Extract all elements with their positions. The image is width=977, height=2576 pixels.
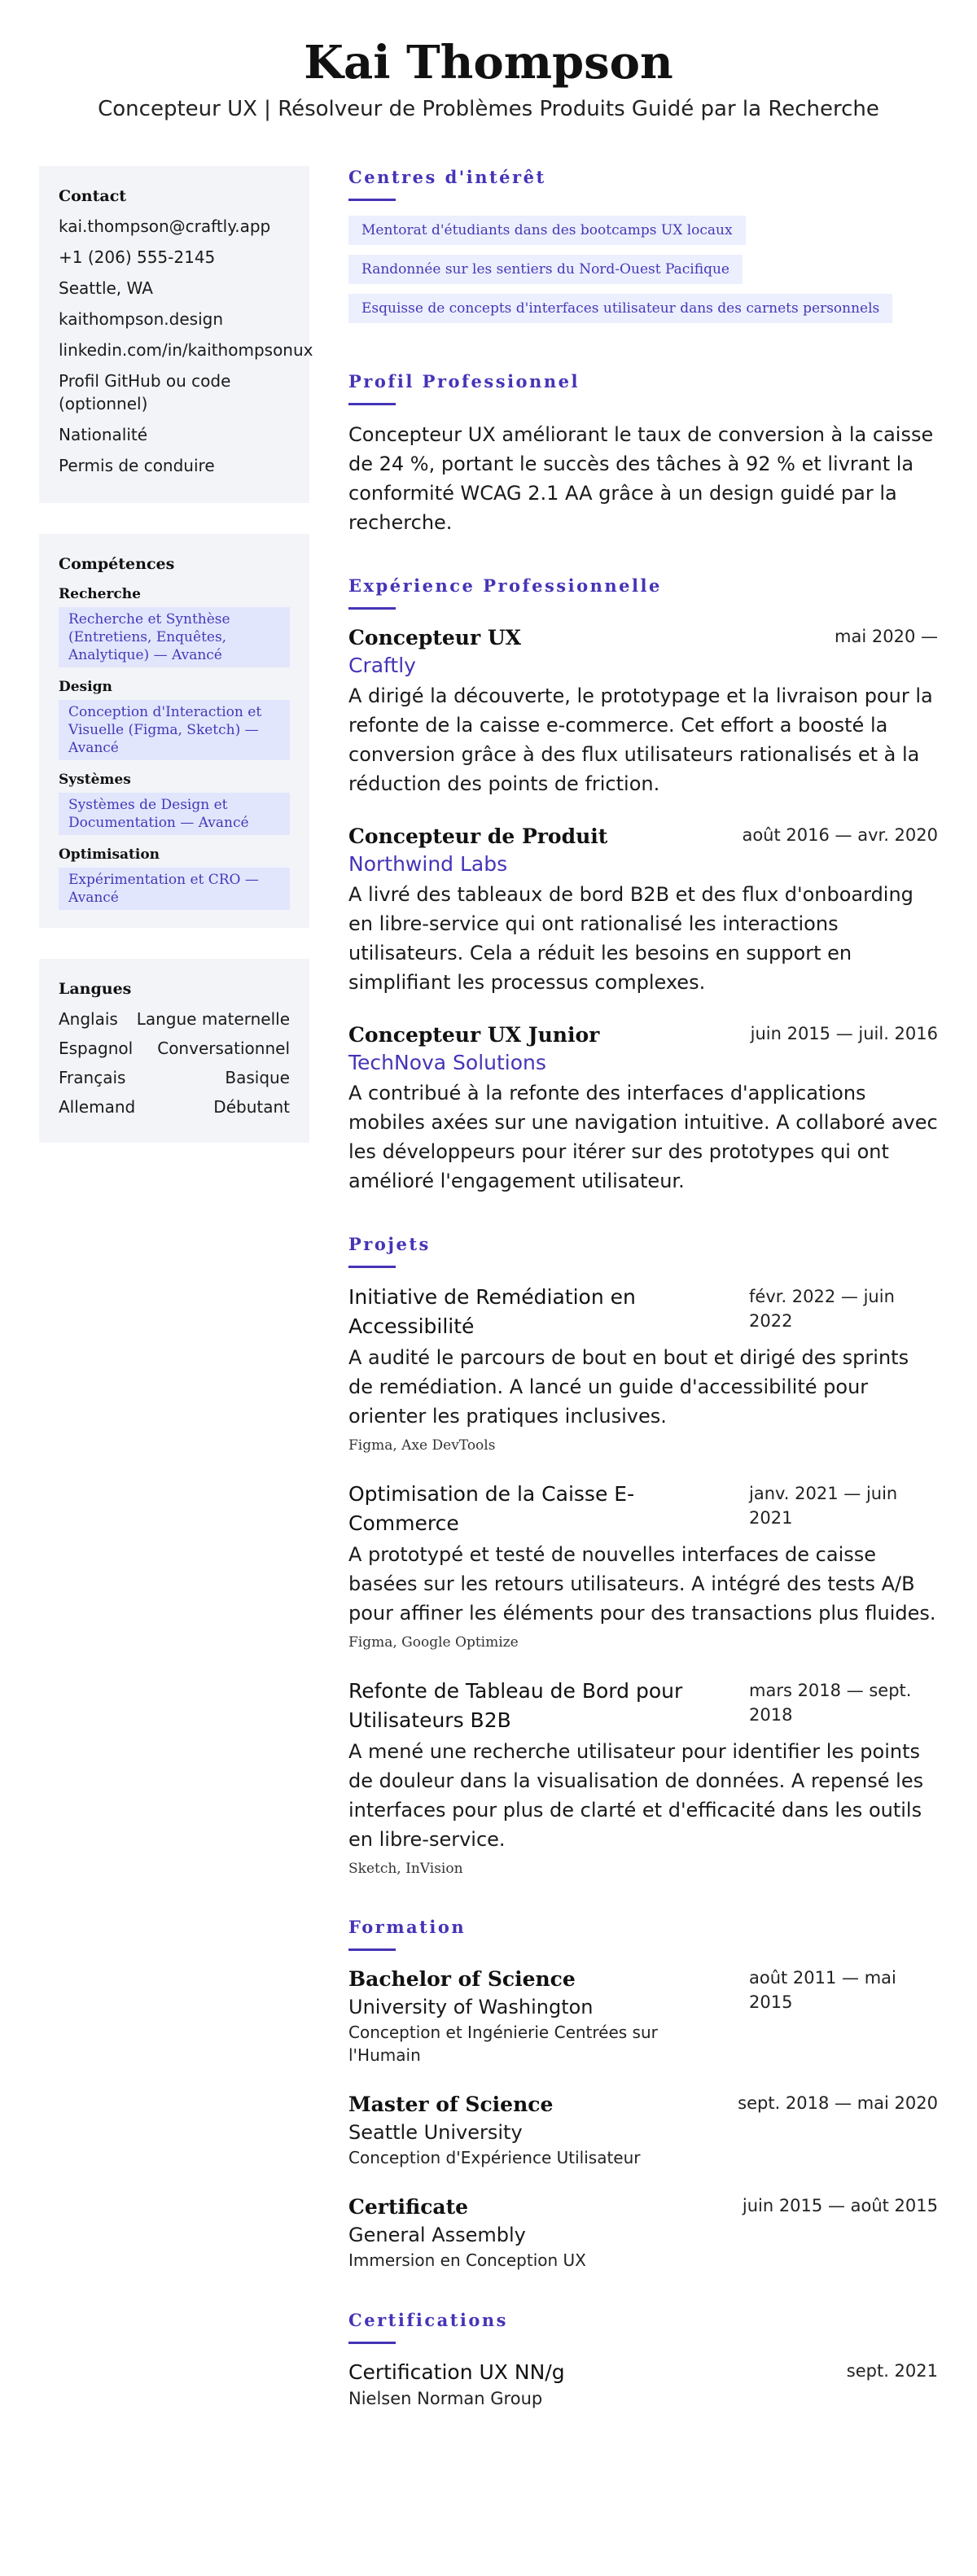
project-name: Initiative de Remédiation en Accessibilité bbox=[348, 1285, 636, 1338]
resume-header bbox=[0, 0, 977, 124]
interest-tag: Randonnée sur les sentiers du Nord-Ouest Pacifique bbox=[348, 255, 743, 284]
contact-website[interactable]: kaithompson.design bbox=[59, 309, 224, 329]
skill-group bbox=[59, 770, 290, 835]
language-level: Débutant bbox=[213, 1097, 290, 1117]
language-name: Anglais bbox=[59, 1009, 118, 1029]
skills-card bbox=[39, 534, 309, 928]
projects-section bbox=[348, 1233, 938, 1878]
section-title-projects: Projets bbox=[348, 1234, 431, 1254]
section-divider bbox=[348, 2342, 396, 2344]
job-company: Craftly bbox=[348, 654, 416, 677]
skill-tag: Recherche et Synthèse (Entretiens, Enquêtes, Analytique) — Avancé bbox=[59, 607, 290, 667]
contact-email[interactable]: kai.thompson@craftly.app bbox=[59, 216, 271, 236]
interests-section bbox=[348, 166, 938, 333]
project-tools: Figma, Axe DevTools bbox=[348, 1437, 496, 1454]
project-entry bbox=[348, 1283, 938, 1455]
certification-name: Certification UX NN/g bbox=[348, 2360, 565, 2384]
section-divider bbox=[348, 403, 396, 405]
study-field: Immersion en Conception UX bbox=[348, 2250, 586, 2270]
section-divider bbox=[348, 607, 396, 610]
language-level: Langue maternelle bbox=[136, 1009, 290, 1029]
interest-tags bbox=[348, 216, 938, 333]
project-entry bbox=[348, 1677, 938, 1878]
job-company: Northwind Labs bbox=[348, 852, 508, 876]
language-name: Espagnol bbox=[59, 1039, 134, 1058]
language-row bbox=[59, 1096, 290, 1118]
job-dates: juin 2015 — juil. 2016 bbox=[750, 1024, 938, 1043]
project-tools: Sketch, InVision bbox=[348, 1861, 463, 1877]
skills-title: Compétences bbox=[59, 555, 175, 573]
education-dates: sept. 2018 — mai 2020 bbox=[738, 2093, 938, 2113]
language-name: Allemand bbox=[59, 1097, 136, 1117]
certification-issuer: Nielsen Norman Group bbox=[348, 2389, 543, 2408]
section-title-education: Formation bbox=[348, 1917, 467, 1937]
skill-tag: Systèmes de Design et Documentation — Avancé bbox=[59, 793, 290, 835]
degree-name: Certificate bbox=[348, 2195, 469, 2219]
project-entry bbox=[348, 1480, 938, 1652]
job-dates: août 2016 — avr. 2020 bbox=[742, 825, 938, 845]
project-name: Optimisation de la Caisse E-Commerce bbox=[348, 1482, 635, 1535]
profile-summary: Concepteur UX améliorant le taux de conversion à la caisse de 24 %, portant le succès des tâches à 92 % et livrant la conformité WCAG 2.1 AA grâce à un design guidé par la recherche. bbox=[348, 423, 934, 534]
education-section bbox=[348, 1916, 938, 2272]
experience-entry bbox=[348, 624, 938, 798]
job-role: Concepteur UX bbox=[348, 626, 522, 649]
job-role: Concepteur UX Junior bbox=[348, 1023, 600, 1047]
contact-card bbox=[39, 166, 313, 503]
skill-group-title: Recherche bbox=[59, 586, 141, 602]
education-entry bbox=[348, 2091, 938, 2169]
education-dates: août 2011 — mai 2015 bbox=[749, 1968, 896, 2012]
degree-name: Bachelor of Science bbox=[348, 1967, 576, 1991]
section-title-interests: Centres d'intérêt bbox=[348, 167, 546, 187]
project-description: A prototypé et testé de nouvelles interfaces de caisse basées sur les retours utilisateurs. A intégré des tests A/B pour affiner les éléments pour des transactions plus fluides. bbox=[348, 1543, 936, 1625]
contact-title: Contact bbox=[59, 187, 127, 205]
interest-tag: Esquisse de concepts d'interfaces utilisateur dans des carnets personnels bbox=[348, 294, 892, 323]
section-divider bbox=[348, 199, 396, 201]
skill-tag: Expérimentation et CRO — Avancé bbox=[59, 868, 290, 910]
job-dates: mai 2020 — bbox=[835, 627, 938, 646]
skill-tag: Conception d'Interaction et Visuelle (Figma, Sketch) — Avancé bbox=[59, 700, 290, 760]
job-description: A contribué à la refonte des interfaces d'applications mobiles axées sur une navigation intuitive. A collaboré avec les développeurs pour itérer sur des prototypes qui ont amélioré l'engagement utilisateur. bbox=[348, 1082, 938, 1192]
language-row bbox=[59, 1037, 290, 1060]
experience-section bbox=[348, 575, 938, 1196]
profile-section bbox=[348, 370, 938, 537]
contact-github: Profil GitHub ou code (optionnel) bbox=[59, 371, 231, 413]
skill-group bbox=[59, 584, 290, 667]
contact-license: Permis de conduire bbox=[59, 456, 215, 475]
school-name: Seattle University bbox=[348, 2121, 523, 2144]
education-entry bbox=[348, 2193, 938, 2272]
contact-phone: +1 (206) 555-2145 bbox=[59, 247, 216, 267]
education-dates: juin 2015 — août 2015 bbox=[742, 2196, 938, 2215]
section-title-experience: Expérience Professionnelle bbox=[348, 575, 662, 596]
skill-group-title: Design bbox=[59, 679, 112, 695]
certification-entry bbox=[348, 2359, 938, 2411]
experience-entry bbox=[348, 1021, 938, 1196]
job-role: Concepteur de Produit bbox=[348, 824, 608, 848]
section-divider bbox=[348, 1266, 396, 1268]
project-description: A audité le parcours de bout en bout et dirigé des sprints de remédiation. A lancé un guide d'accessibilité pour orienter les pratiques inclusives. bbox=[348, 1346, 909, 1428]
resume-columns bbox=[0, 166, 977, 2448]
school-name: General Assembly bbox=[348, 2224, 526, 2246]
certifications-section bbox=[348, 2309, 938, 2411]
candidate-tagline: Concepteur UX | Résolveur de Problèmes Produits Guidé par la Recherche bbox=[98, 97, 879, 121]
section-title-profile: Profil Professionnel bbox=[348, 371, 580, 391]
project-dates: mars 2018 — sept. 2018 bbox=[749, 1681, 912, 1725]
section-divider bbox=[348, 1948, 396, 1951]
interest-tag: Mentorat d'étudiants dans des bootcamps UX locaux bbox=[348, 216, 746, 245]
project-description: A mené une recherche utilisateur pour identifier les points de douleur dans la visualisation de données. A repensé les interfaces pour plus de clarté et d'efficacité dans les outils en libre-service. bbox=[348, 1740, 924, 1851]
experience-entry bbox=[348, 823, 938, 997]
project-name: Refonte de Tableau de Bord pour Utilisateurs B2B bbox=[348, 1679, 683, 1732]
project-tools: Figma, Google Optimize bbox=[348, 1634, 519, 1651]
contact-linkedin[interactable]: linkedin.com/in/kaithompsonux bbox=[59, 340, 313, 360]
degree-name: Master of Science bbox=[348, 2093, 554, 2116]
skill-group bbox=[59, 845, 290, 910]
language-name: Français bbox=[59, 1068, 126, 1087]
skill-group-title: Optimisation bbox=[59, 846, 160, 863]
project-dates: janv. 2021 — juin 2021 bbox=[749, 1484, 898, 1528]
education-entry bbox=[348, 1966, 938, 2066]
contact-location: Seattle, WA bbox=[59, 278, 153, 298]
language-row bbox=[59, 1008, 290, 1030]
study-field: Conception et Ingénierie Centrées sur l'Humain bbox=[348, 2023, 658, 2065]
school-name: University of Washington bbox=[348, 1996, 594, 2018]
job-company: TechNova Solutions bbox=[348, 1051, 546, 1074]
language-level: Basique bbox=[225, 1068, 290, 1087]
certification-date: sept. 2021 bbox=[846, 2361, 938, 2381]
languages-title: Langues bbox=[59, 980, 132, 998]
candidate-name: Kai Thompson bbox=[304, 36, 673, 90]
section-title-certifications: Certifications bbox=[348, 2310, 508, 2330]
project-dates: févr. 2022 — juin 2022 bbox=[749, 1287, 895, 1331]
language-row bbox=[59, 1066, 290, 1089]
languages-card bbox=[39, 959, 309, 1143]
contact-nationality: Nationalité bbox=[59, 425, 148, 444]
language-level: Conversationnel bbox=[157, 1039, 290, 1058]
study-field: Conception d'Expérience Utilisateur bbox=[348, 2148, 641, 2167]
skill-group bbox=[59, 677, 290, 760]
sidebar bbox=[39, 166, 313, 1174]
job-description: A livré des tableaux de bord B2B et des flux d'onboarding en libre-service qui ont rationalisé les interactions utilisateurs. Cela a réduit les besoins en support en simplifiant les processus complexes. bbox=[348, 883, 913, 994]
main-content bbox=[348, 166, 938, 2448]
job-description: A dirigé la découverte, le prototypage et la livraison pour la refonte de la caisse e-commerce. Cet effort a boosté la conversion grâce à des flux utilisateurs rationalisés et à la réduction des points de friction. bbox=[348, 684, 933, 795]
skill-group-title: Systèmes bbox=[59, 772, 131, 788]
